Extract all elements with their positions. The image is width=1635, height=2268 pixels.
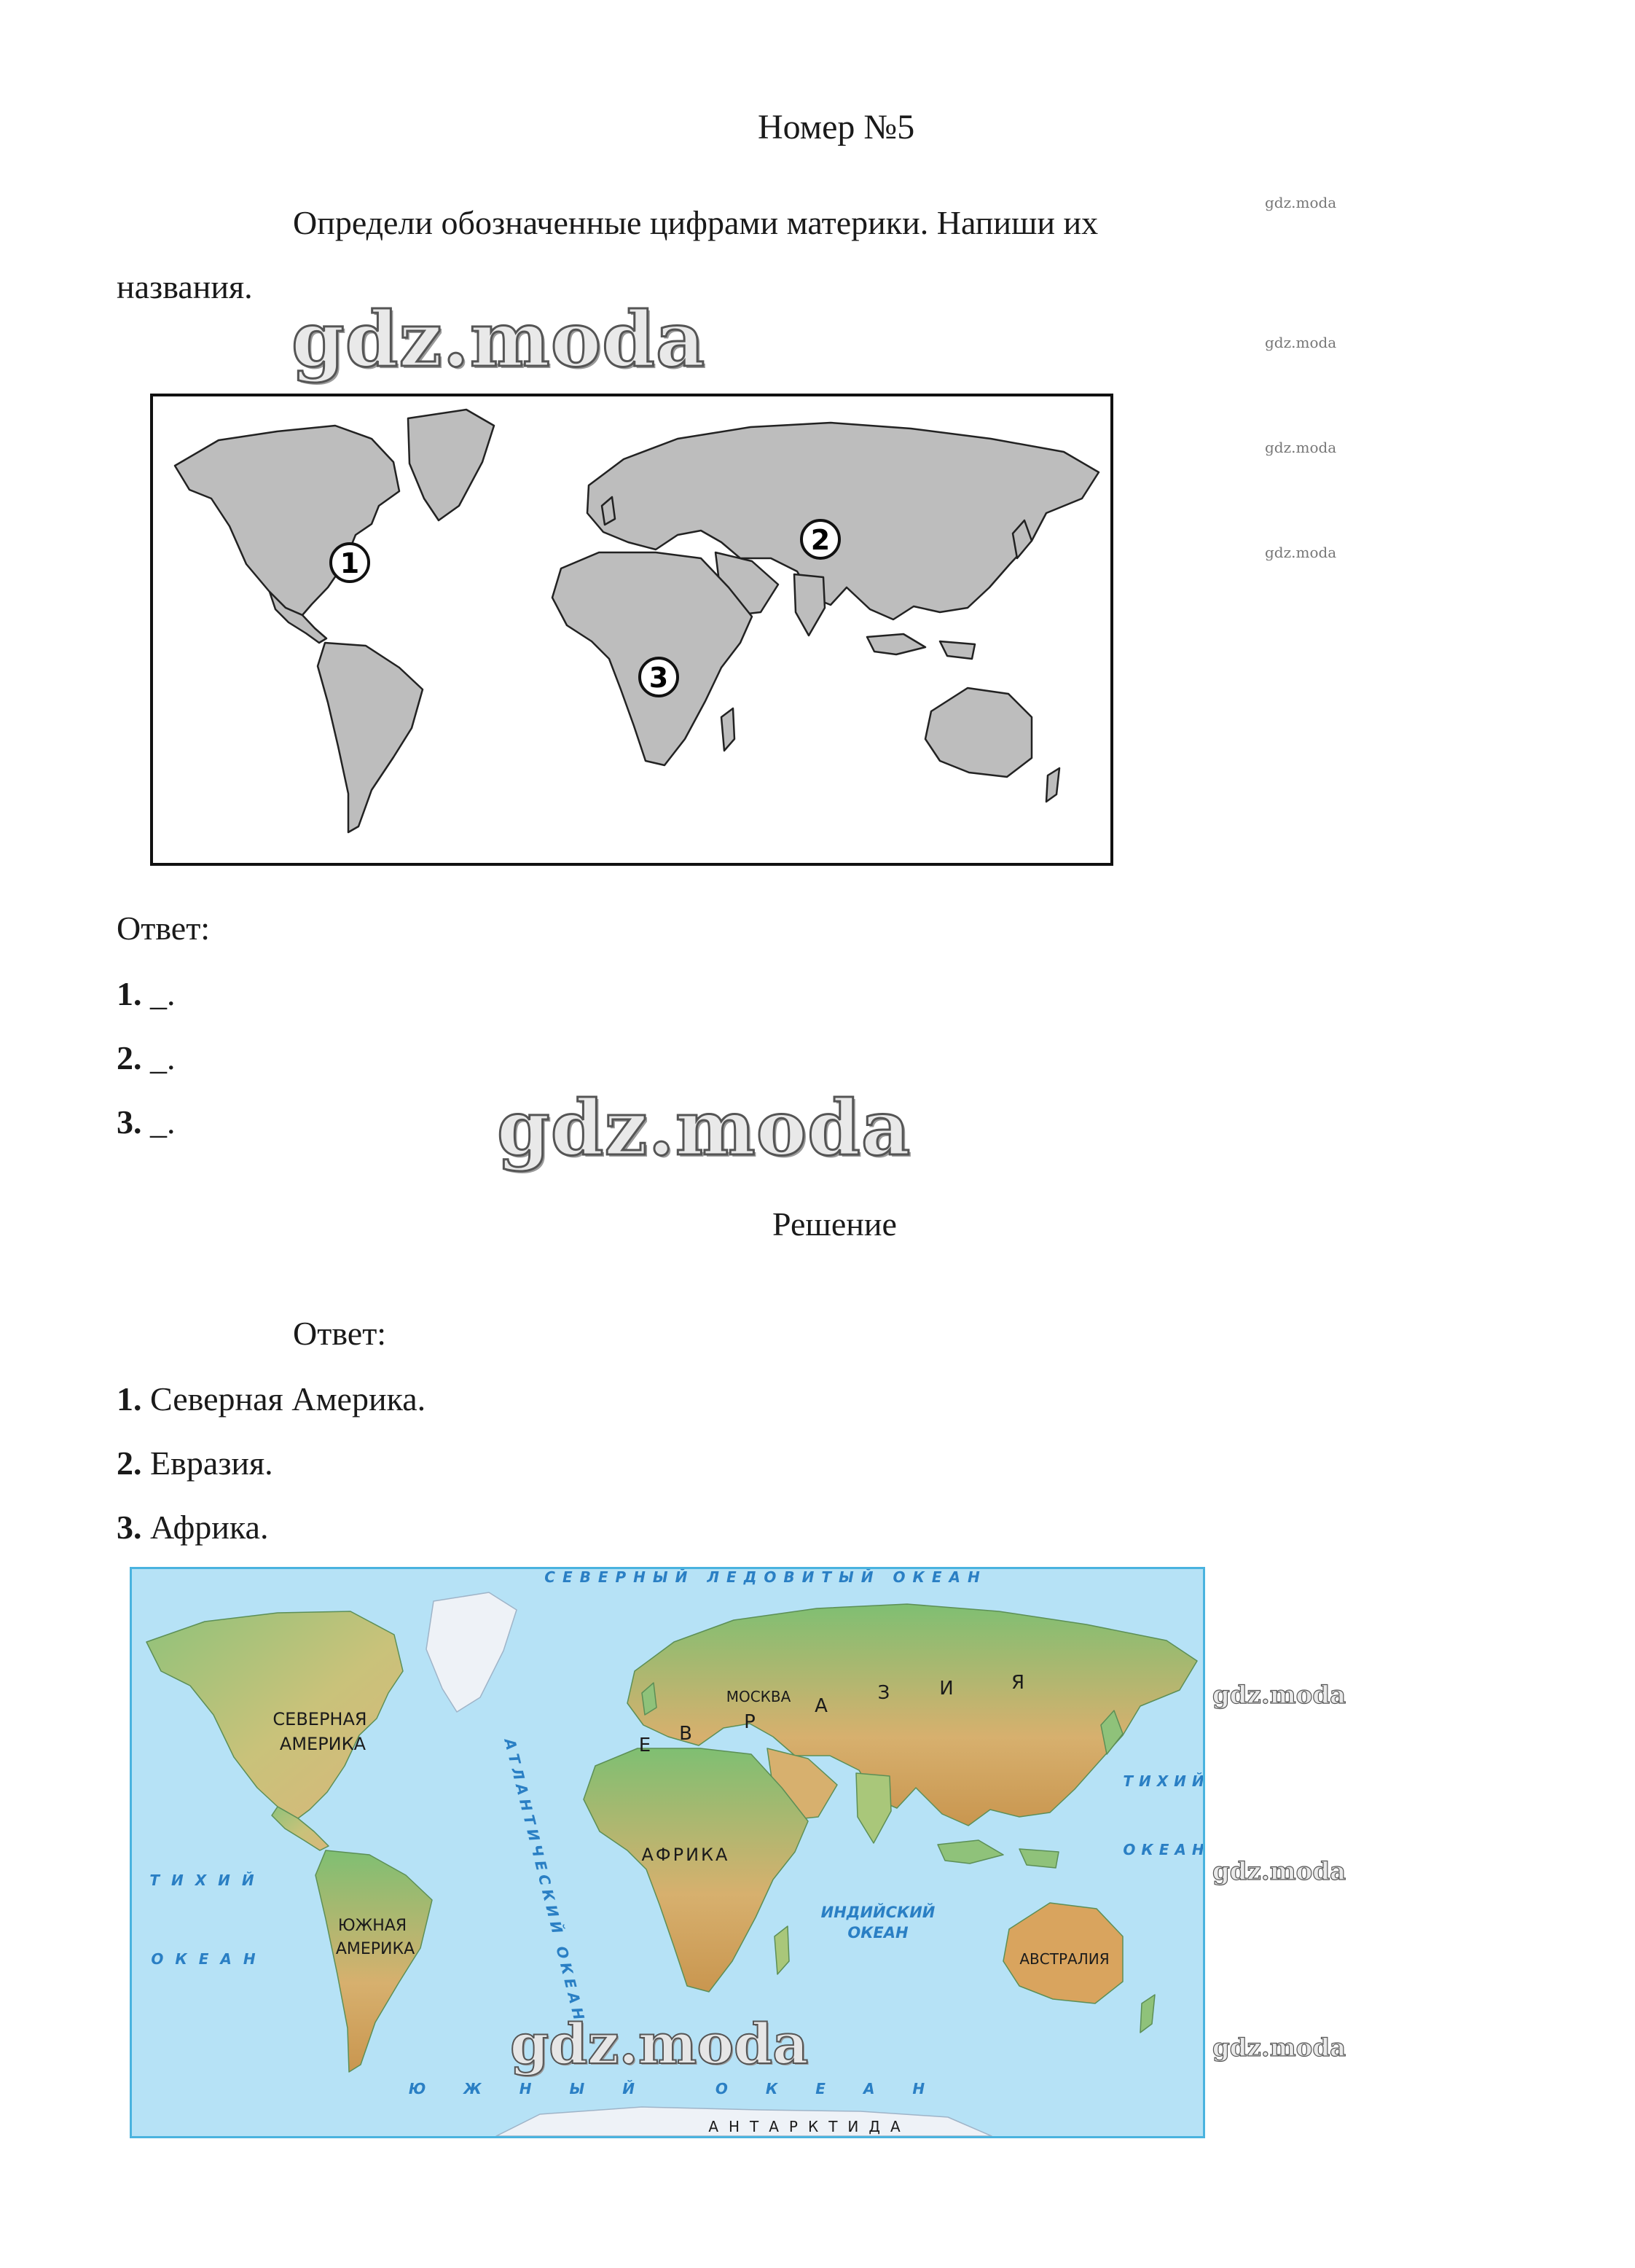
question-item: [117, 1038, 176, 1078]
watermark-large: gdz.moda: [510, 2011, 809, 2076]
watermark-small: gdz.moda: [1265, 194, 1337, 211]
solution-item-text: Евразия.: [150, 1444, 273, 1482]
question-item: [117, 1102, 176, 1142]
solution-answer-label: Ответ:: [293, 1315, 387, 1352]
question-item-blank: _.: [150, 1103, 176, 1141]
marker-2: 2: [810, 524, 831, 556]
label-south-america-2: АМЕРИКА: [335, 1940, 415, 1958]
label-eurasia-letter: З: [877, 1682, 890, 1704]
label-arctic-ocean: СЕВЕРНЫЙ ЛЕДОВИТЫЙ ОКЕАН: [544, 1569, 987, 1586]
label-southern-ocean: ЮЖНЫЙ ОКЕАН: [408, 2080, 963, 2097]
solution-heading: Решение: [772, 1205, 897, 1243]
label-pacific-west-2: ОКЕАН: [151, 1950, 267, 1968]
question-item-number: 3.: [117, 1103, 142, 1141]
label-moscow: МОСКВА: [726, 1688, 791, 1705]
label-pacific-east-2: ОКЕАН: [1123, 1841, 1203, 1858]
label-eurasia-letter: В: [679, 1723, 692, 1745]
question-map-graphic: [153, 396, 1110, 863]
solution-item: [117, 1379, 426, 1419]
label-eurasia-letter: А: [815, 1695, 828, 1717]
label-eurasia-letter: Р: [744, 1711, 756, 1733]
question-map: [150, 394, 1113, 866]
question-item: [117, 974, 176, 1014]
question-item-blank: _.: [150, 975, 176, 1012]
solution-item-number: 1.: [117, 1380, 142, 1418]
label-north-america-2: АМЕРИКА: [279, 1734, 366, 1754]
solution-item-number: 2.: [117, 1444, 142, 1482]
label-africa: АФРИКА: [641, 1845, 730, 1865]
task-line-2: названия.: [117, 268, 253, 305]
watermark-large: gdz.moda: [291, 294, 706, 384]
question-answer-label: Ответ:: [117, 910, 211, 947]
label-eurasia-letter: Я: [1011, 1672, 1025, 1694]
label-eurasia-letter: Е: [638, 1735, 651, 1756]
watermark-side: gdz.moda: [1212, 2033, 1346, 2062]
solution-item: [117, 1507, 268, 1547]
watermark-small: gdz.moda: [1265, 544, 1337, 561]
solution-item-text: Северная Америка.: [150, 1380, 426, 1418]
label-eurasia-letter: И: [939, 1678, 954, 1700]
question-item-number: 1.: [117, 975, 142, 1012]
label-indian-ocean-1: ИНДИЙСКИЙ: [820, 1904, 936, 1921]
question-item-number: 2.: [117, 1039, 142, 1076]
marker-1: 1: [340, 547, 360, 579]
label-antarctica: АНТАРКТИДА: [708, 2118, 911, 2135]
watermark-side: gdz.moda: [1212, 1681, 1346, 1710]
label-indian-ocean-2: ОКЕАН: [847, 1924, 909, 1942]
solution-item-text: Африка.: [150, 1509, 269, 1546]
solution-item-number: 3.: [117, 1509, 142, 1546]
watermark-small: gdz.moda: [1265, 334, 1337, 351]
label-australia: АВСТРАЛИЯ: [1019, 1950, 1110, 1968]
marker-3: 3: [648, 662, 669, 694]
solution-item: [117, 1443, 273, 1483]
watermark-side: gdz.moda: [1212, 1857, 1346, 1886]
page-title: Номер №5: [758, 108, 915, 146]
question-item-blank: _.: [150, 1039, 176, 1076]
watermark-small: gdz.moda: [1265, 439, 1337, 456]
label-north-america-1: СЕВЕРНАЯ: [272, 1709, 367, 1729]
label-pacific-west-1: ТИХИЙ: [149, 1872, 266, 1889]
label-atlantic-ocean: АТЛАНТИЧЕСКИЙ ОКЕАН: [501, 1736, 589, 2026]
watermark-large: gdz.moda: [497, 1083, 911, 1173]
task-line-1: Определи обозначенные цифрами материки. Напиши их: [293, 204, 1099, 241]
label-pacific-east-1: ТИХИЙ: [1123, 1772, 1203, 1790]
label-south-america-1: ЮЖНАЯ: [337, 1917, 407, 1935]
